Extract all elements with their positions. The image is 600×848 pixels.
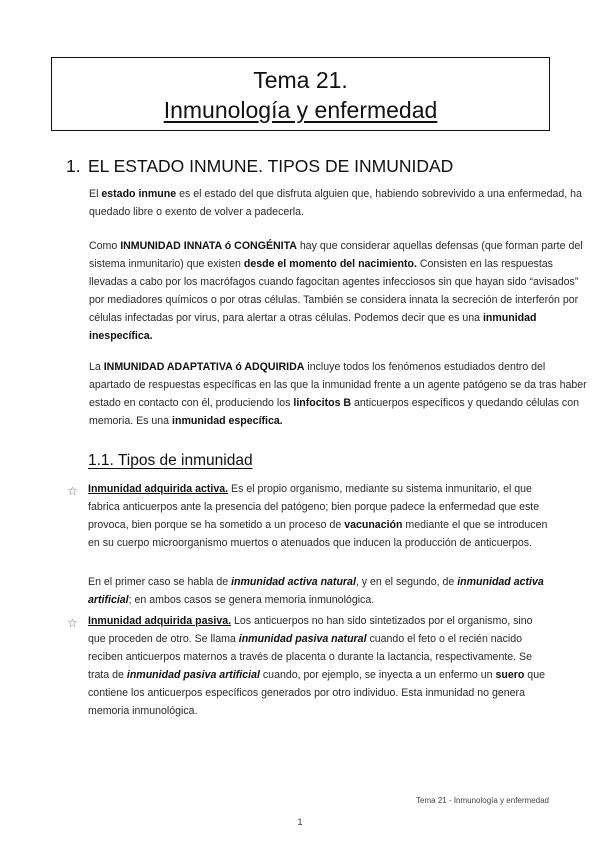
bold-term: suero <box>495 669 525 681</box>
bold-term: desde el momento del nacimiento. <box>243 258 417 270</box>
text-run: cuando, por ejemplo, se inyecta a un enfermo un <box>259 669 496 681</box>
bullet-label: Inmunidad adquirida pasiva. <box>88 615 232 627</box>
bold-term: linfocitos B <box>293 397 352 409</box>
bold-italic-term: inmunidad activa artificial <box>88 576 544 606</box>
star-outline-icon: ☆ <box>67 616 78 630</box>
title-number: Tema 21. <box>253 67 348 93</box>
bold-term: inmunidad inespecífica. <box>89 312 537 342</box>
bold-term: INMUNIDAD ADAPTATIVA ó ADQUIRIDA <box>103 361 305 373</box>
text-run: cuando el feto o el recién nacido reciben anticuerpos maternos a través de placenta o durante la lactancia, respectivamente. Se trata de <box>88 633 533 681</box>
bullet-label: Inmunidad adquirida activa. <box>88 483 229 495</box>
text-run: Como <box>89 240 121 252</box>
bold-term: INMUNIDAD INNATA ó CONGÉNITA <box>120 240 297 252</box>
text-run: es el estado del que disfruta alguien que, habiendo sobrevivido a una enfermedad, ha quedado libre o exento de volver a padecerla. <box>89 188 582 218</box>
paragraph-inmunidad-adaptativa <box>51 358 589 430</box>
bullet-inmunidad-activa-note <box>88 573 550 609</box>
bold-italic-term: inmunidad pasiva artificial <box>126 669 260 681</box>
section-heading <box>66 155 453 177</box>
bold-italic-term: inmunidad pasiva natural <box>238 633 367 645</box>
bold-term: inmunidad específica. <box>172 415 283 427</box>
text-run: anticuerpos específicos y quedando células con memoria. Es una <box>89 397 579 427</box>
running-footer: Tema 21 - Inmunología y enfermedad <box>416 796 549 805</box>
section-title: EL ESTADO INMUNE. TIPOS DE INMUNIDAD <box>88 156 454 176</box>
bold-term: estado inmune <box>101 188 177 200</box>
bold-term: vacunación <box>344 519 403 531</box>
paragraph-inmunidad-innata <box>51 237 589 345</box>
text-run: Los anticuerpos no han sido sintetizados por el organismo, sino que proceden de otro. Se llama <box>88 615 533 645</box>
text-run: mediante el que se introducen en su cuerpo microorganismo muertos o atenuados que inducen la producción de anticuerpos. <box>88 519 548 549</box>
star-outline-icon: ☆ <box>67 484 78 498</box>
subsection-heading: 1.1. Tipos de inmunidad <box>88 452 253 469</box>
text-run: La <box>89 361 104 373</box>
text-run: , y en el segundo, de <box>355 576 458 588</box>
page-title: Inmunología y enfermedad <box>163 97 438 123</box>
text-run: En el primer caso se habla de <box>88 576 232 588</box>
bold-italic-term: inmunidad activa natural <box>231 576 356 588</box>
title-box <box>51 57 550 131</box>
section-number: 1. <box>66 156 81 176</box>
paragraph-estado-inmune <box>51 185 589 221</box>
bullet-inmunidad-pasiva <box>88 612 550 720</box>
bullet-inmunidad-activa <box>88 480 550 552</box>
text-run: Es el propio organismo, mediante su sistema inmunitario, el que fabrica anticuerpos ante la presencia del patógeno; bien porque padece la enfermedad que este provoca, bien porque se ha sometido a un proceso de <box>88 483 540 531</box>
text-run: ; en ambos casos se genera memoria inmunológica. <box>128 594 375 606</box>
text-run: incluye todos los fenómenos estudiados dentro del apartado de respuestas específicas en las que la inmunidad frente a un agente patógeno se da tras haber estado en contacto con él, produciendo los <box>89 361 587 409</box>
text-run: hay que considerar aquellas defensas (que forman parte del sistema inmunitario) que existen <box>89 240 583 270</box>
text-run: Consisten en las respuestas llevadas a cabo por los macrófagos cuando fagocitan agentes infecciosos sin que hayan sido “avisados” por mediadores químicos o por otras células. También se considera innata la secreción de interferón por células infectadas por virus, para alertar a otras células. Podemos decir que es una <box>89 258 579 324</box>
page-number: 1 <box>297 817 303 827</box>
text-run: El <box>89 188 102 200</box>
text-run: que contiene los anticuerpos específicos generados por otro individuo. Esta inmunidad no genera memoria inmunológica. <box>88 669 545 717</box>
